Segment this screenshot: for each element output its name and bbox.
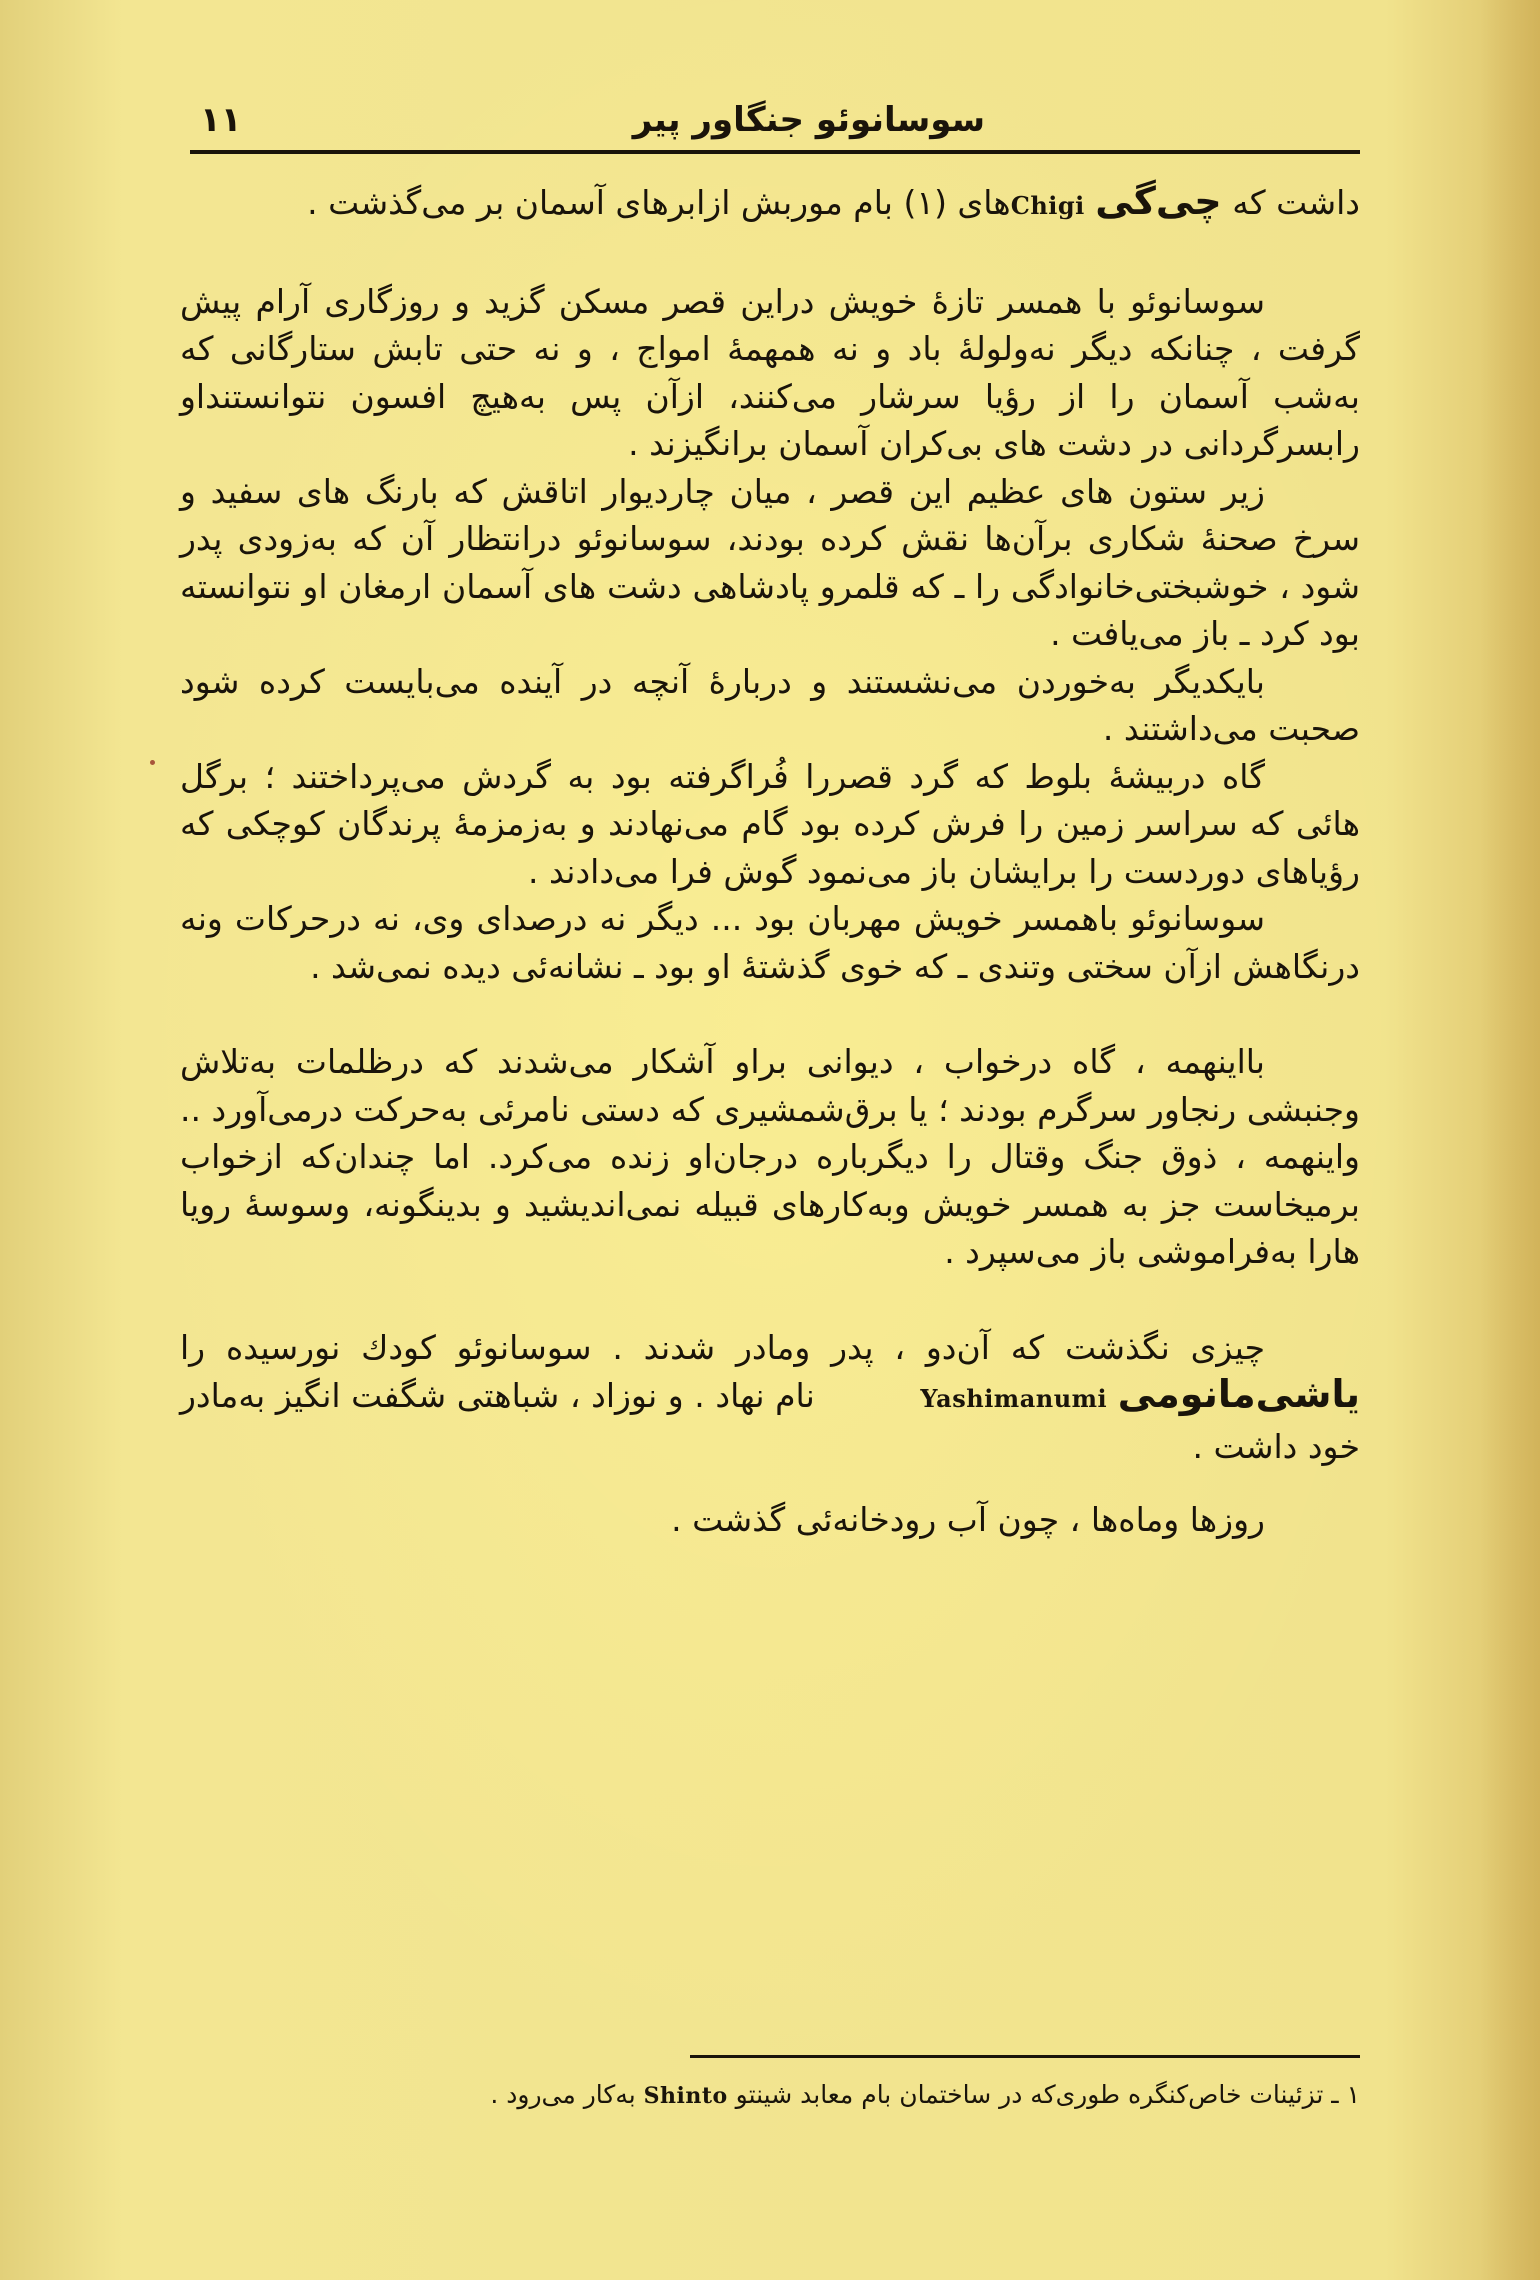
page-header	[190, 100, 1355, 148]
header-rule	[190, 150, 1360, 154]
footnote-text: ۱ ـ تزئینات خاص‌کنگره طوری‌که در ساختمان بام معابد شینتو	[735, 2080, 1360, 2109]
footnote-latin: Shinto	[643, 2083, 728, 2109]
p0-before: داشت که	[1232, 183, 1360, 222]
footnote-rule	[690, 2055, 1360, 2058]
term-yashimanumi: یاشی‌مانومی	[1117, 1372, 1360, 1416]
running-title: سوسانوئو جنگاور پیر	[632, 100, 985, 140]
page-number: ۱۱	[200, 100, 242, 140]
paragraph-1: سوسانوئو با همسر تازهٔ خویش دراین قصر مسکن گزید و روزگاری آرام پیش گرفت ، چنانکه دیگر نه‌ولولهٔ باد و نه همهمهٔ امواج ، و نه حتی تابش ستارگانی که به‌شب آسمان را از رؤیا سرشار می‌کنند، ازآن پس به‌هیچ افسون نتوانستنداو رابسرگردانی در دشت های بی‌کران آسمان برانگیزند .	[180, 281, 1360, 463]
paragraph-7	[180, 1324, 1360, 1471]
paragraph-4: گاه دربیشهٔ بلوط که گرد قصررا فُراگرفته بود به گردش می‌پرداختند ؛ برگل هائی که سراسر زمین را فرش کرده بود گام می‌نهادند و به‌زمزمهٔ پرندگان کوچکی که رؤیاهای دوردست را برایشان باز می‌نمود گوش فرا می‌دادند .	[180, 756, 1360, 891]
paragraph-2: زیر ستون های عظیم این قصر ، میان چاردیوار اتاقش که بارنگ های سفید و سرخ صحنهٔ شکاری برآن‌ها نقش کرده بودند، سوسانوئو درانتظار آن که به‌زودی پدر شود ، خوشبختی‌خانوادگی را ـ که قلمرو پادشاهی دشت های آسمان ارمغان او نتوانسته بود کرد ـ باز می‌یافت .	[180, 471, 1360, 653]
section-gap	[180, 990, 1360, 1038]
p7-after: نام نهاد . و نوزاد ، شباهتی شگفت انگیز به‌مادر خود داشت .	[180, 1376, 1360, 1466]
term-chigi: چی‌گی	[1095, 179, 1222, 223]
section-gap	[180, 1276, 1360, 1324]
paper-speck	[150, 760, 155, 765]
latin-chigi: Chigi	[1010, 191, 1085, 220]
paragraph-8: روزها وماه‌ها ، چون آب رودخانه‌ئی گذشت .	[671, 1500, 1265, 1539]
p0-after: های (۱) بام موربش ازابرهای آسمان بر می‌گذشت .	[307, 183, 1011, 222]
body-text	[180, 178, 1360, 1544]
paragraph-6: بااینهمه ، گاه درخواب ، دیوانی براو آشکار می‌شدند که درظلمات به‌تلاش وجنبشی رنجاور سرگرم بودند ؛ یا برق‌شمشیری که دستی نامرئی به‌حرکت درمی‌آورد .. واینهمه ، ذوق جنگ وقتال را دیگرباره درجان‌او زنده می‌کرد. اما چندان‌که ازخواب برمیخاست جز به همسر خویش وبه‌کارهای قبیله نمی‌اندیشید و بدینگونه، وسوسهٔ رویا هارا به‌فراموشی باز می‌سپرد .	[180, 1042, 1360, 1271]
paragraph-3: بایکدیگر به‌خوردن می‌نشستند و دربارهٔ آنچه در آینده می‌بایست کرده شود صحبت می‌داشتند .	[180, 661, 1360, 748]
latin-yashimanumi: Yashimanumi	[920, 1384, 1108, 1413]
section-gap	[180, 230, 1360, 278]
page-edge-shadow	[1480, 0, 1540, 2280]
section-gap	[180, 1470, 1360, 1496]
footnote-after: به‌کار می‌رود .	[490, 2080, 636, 2109]
footnote	[180, 2072, 1360, 2119]
paragraph-5: سوسانوئو باهمسر خویش مهربان بود ... دیگر نه درصدای وی، نه درحرکات ونه درنگاهش ازآن سختی وتندی ـ که خوی گذشتهٔ او بود ـ نشانه‌ئی دیده نمی‌شد .	[180, 899, 1360, 986]
paragraph-continued	[180, 178, 1360, 230]
p7-before: چیزی نگذشت که آن‌دو ، پدر ومادر شدند . سوسانوئو کودك نورسیده را	[180, 1327, 1265, 1367]
